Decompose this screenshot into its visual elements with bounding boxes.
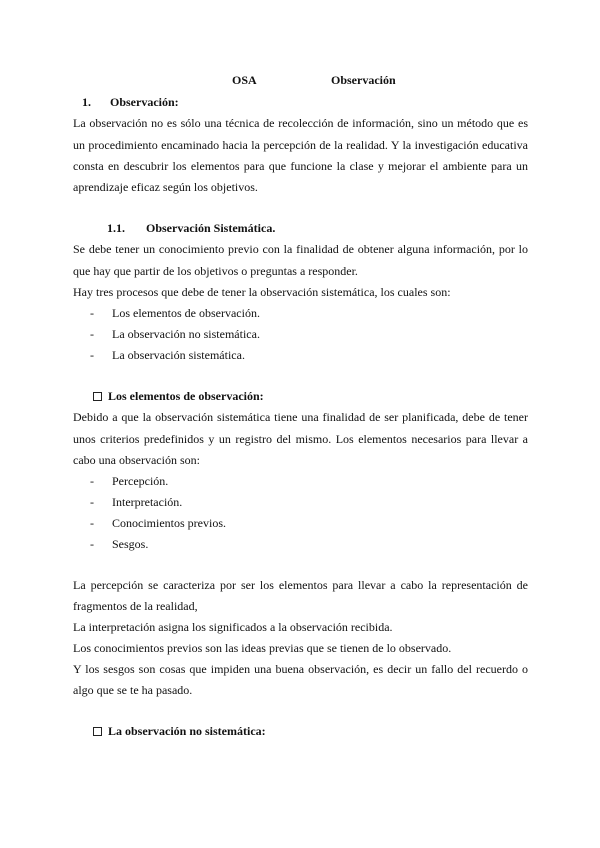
bullet-dash: -	[90, 537, 94, 551]
section-1-1-line: Se debe tener un conocimiento previo con la finalidad de obtener alguna información, por lo	[73, 242, 528, 256]
bullet-dash: -	[90, 306, 94, 320]
section-1-1-title: Observación Sistemática.	[146, 221, 276, 235]
section-1-1-line: que hay que partir de los objetivos o preguntas a responder.	[73, 264, 358, 278]
checkbox-icon	[93, 392, 102, 401]
section-elementos-title: Los elementos de observación:	[108, 389, 264, 403]
paragraph-line: La percepción se caracteriza por ser los elementos para llevar a cabo la representación de	[73, 578, 528, 592]
bullet-dash: -	[90, 348, 94, 362]
section-elementos-line: Debido a que la observación sistemática tiene una finalidad de ser planificada, debe de tener	[73, 410, 528, 424]
section-1-1-number: 1.1.	[107, 221, 125, 235]
paragraph-line: Y los sesgos son cosas que impiden una buena observación, es decir un fallo del recuerdo o	[73, 662, 528, 676]
bullet-item: La observación no sistemática.	[112, 327, 260, 341]
bullet-item: Los elementos de observación.	[112, 306, 260, 320]
bullet-item: La observación sistemática.	[112, 348, 245, 362]
paragraph-line: fragmentos de la realidad,	[73, 599, 198, 613]
section-1-1-line: Hay tres procesos que debe de tener la observación sistemática, los cuales son:	[73, 285, 451, 299]
header-title: Observación	[331, 73, 396, 87]
section-1-line: aprendizaje eficaz según los objetivos.	[73, 180, 258, 194]
header-subject: OSA	[232, 73, 257, 87]
section-elementos-line: unos criterios predefinidos y un registro del mismo. Los elementos necesarios para llevar a	[73, 432, 528, 446]
bullet-item: Sesgos.	[112, 537, 149, 551]
bullet-dash: -	[90, 327, 94, 341]
paragraph-line: Los conocimientos previos son las ideas previas que se tienen de lo observado.	[73, 641, 452, 655]
section-1-line: un procedimiento encaminado hacia la percepción de la realidad. Y la investigación educativa	[73, 138, 528, 152]
section-elementos-line: cabo una observación son:	[73, 453, 200, 467]
bullet-item: Interpretación.	[112, 495, 183, 509]
section-1-line: La observación no es sólo una técnica de recolección de información, sino un método que es	[73, 116, 528, 130]
bullet-dash: -	[90, 516, 94, 530]
section-1-number: 1.	[82, 95, 91, 109]
paragraph-line: La interpretación asigna los significados a la observación recibida.	[73, 620, 393, 634]
bullet-item: Percepción.	[112, 474, 169, 488]
checkbox-icon	[93, 727, 102, 736]
section-1-line: consta en descubrir los elementos para que funcione la clase y mejorar el ambiente para un	[73, 159, 528, 173]
bullet-dash: -	[90, 474, 94, 488]
section-1-title: Observación:	[110, 95, 179, 109]
section-no-sistematica-title: La observación no sistemática:	[108, 724, 266, 738]
bullet-dash: -	[90, 495, 94, 509]
bullet-item: Conocimientos previos.	[112, 516, 226, 530]
paragraph-line: algo que se te ha pasado.	[73, 683, 193, 697]
